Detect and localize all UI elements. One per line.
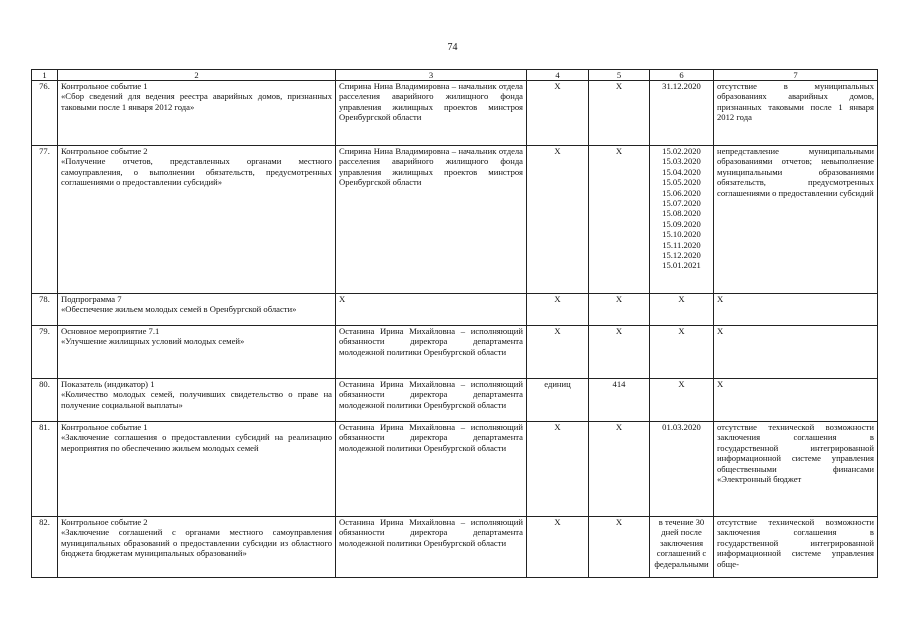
- date-value: 15.03.2020: [662, 156, 701, 167]
- row-number: 82.: [32, 517, 58, 578]
- event-cell: [58, 517, 336, 578]
- date-value: 15.02.2020: [662, 146, 701, 156]
- date-value: 15.01.2021: [662, 260, 701, 271]
- table-row: [32, 517, 878, 578]
- table-row: [32, 146, 878, 294]
- date-cell: [650, 146, 714, 294]
- unit-cell: Х: [527, 81, 589, 146]
- value-cell: Х: [589, 326, 650, 379]
- date-value: Х: [678, 379, 685, 389]
- risk-cell: Х: [714, 294, 878, 326]
- event-description: «Заключение соглашений с органами местного самоуправления муниципальных образований о предоставлении субсидии из областного бюджета бюджетам муниципальных образований»: [61, 527, 332, 559]
- row-number: 79.: [32, 326, 58, 379]
- column-header: 1: [32, 70, 58, 81]
- row-number: 81.: [32, 422, 58, 517]
- unit-cell: единиц: [527, 379, 589, 422]
- unit-cell: Х: [527, 326, 589, 379]
- column-header: 5: [589, 70, 650, 81]
- unit-cell: Х: [527, 294, 589, 326]
- table-row: [32, 326, 878, 379]
- unit-cell: Х: [527, 517, 589, 578]
- date-value: 15.11.2020: [662, 239, 701, 250]
- event-cell: [58, 326, 336, 379]
- event-title: Показатель (индикатор) 1: [61, 379, 155, 389]
- risk-cell: непредставление муниципальными образованиями отчетов; невыполнение муниципальными образованиями обязательств, предусмотренных соглашениями о предоставлении субсидий: [714, 146, 878, 294]
- event-title: Контрольное событие 1: [61, 81, 148, 91]
- date-value: 15.08.2020: [662, 208, 701, 219]
- event-title: Контрольное событие 2: [61, 146, 148, 156]
- table-row: [32, 422, 878, 517]
- value-cell: Х: [589, 146, 650, 294]
- unit-cell: Х: [527, 146, 589, 294]
- row-number: 76.: [32, 81, 58, 146]
- value-cell: 414: [589, 379, 650, 422]
- value-cell: Х: [589, 517, 650, 578]
- value-cell: Х: [589, 422, 650, 517]
- event-description: «Количество молодых семей, получивших свидетельство о праве на получение социальной выплаты»: [61, 389, 332, 410]
- risk-cell: Х: [714, 326, 878, 379]
- date-value: 01.03.2020: [662, 422, 701, 432]
- column-header: 3: [336, 70, 527, 81]
- responsible-cell: Останина Ирина Михайловна – исполняющий обязанности директора департамента молодежной политики Оренбургской области: [336, 517, 527, 578]
- risk-cell: отсутствие технической возможности заключения соглашения в государственной интегрированной информационной системе управления обще-: [714, 517, 878, 578]
- responsible-cell: Останина Ирина Михайловна – исполняющий обязанности директора департамента молодежной политики Оренбургской области: [336, 422, 527, 517]
- event-title: Контрольное событие 2: [61, 517, 148, 527]
- event-cell: [58, 146, 336, 294]
- date-cell: [650, 517, 714, 578]
- responsible-cell: Останина Ирина Михайловна – исполняющий обязанности директора департамента молодежной политики Оренбургской области: [336, 379, 527, 422]
- column-header-row: [32, 70, 878, 81]
- column-header: 7: [714, 70, 878, 81]
- responsible-cell: Спирина Нина Владимировна – начальник отдела расселения аварийного жилищного фонда управления жилищных проектов минстроя Оренбургской области: [336, 81, 527, 146]
- column-header: 6: [650, 70, 714, 81]
- event-title: Контрольное событие 1: [61, 422, 148, 432]
- table-row: [32, 81, 878, 146]
- column-header: 2: [58, 70, 336, 81]
- date-value: Х: [678, 294, 685, 304]
- event-description: «Получение отчетов, представленных органами местного самоуправления, о выполнении обязательств, предусмотренных соглашениями о предоставлении субсидий»: [61, 156, 332, 188]
- date-value: 15.10.2020: [662, 229, 701, 240]
- row-number: 77.: [32, 146, 58, 294]
- date-value: Х: [678, 326, 685, 336]
- event-cell: [58, 422, 336, 517]
- row-number: 80.: [32, 379, 58, 422]
- risk-cell: Х: [714, 379, 878, 422]
- column-header: 4: [527, 70, 589, 81]
- table-row: [32, 294, 878, 326]
- value-cell: Х: [589, 294, 650, 326]
- event-cell: [58, 379, 336, 422]
- event-title: Подпрограмма 7: [61, 294, 122, 304]
- event-description: «Улучшение жилищных условий молодых семей»: [61, 336, 245, 347]
- date-value: 15.05.2020: [662, 177, 701, 188]
- plan-table: [31, 69, 878, 578]
- date-value: в течение 30 дней после заключения соглашений с федеральными: [654, 517, 709, 569]
- event-description: «Обеспечение жильем молодых семей в Оренбургской области»: [61, 304, 297, 315]
- responsible-cell: Спирина Нина Владимировна – начальник отдела расселения аварийного жилищного фонда управления жилищных проектов минстроя Оренбургской области: [336, 146, 527, 294]
- table-row: [32, 379, 878, 422]
- value-cell: Х: [589, 81, 650, 146]
- risk-cell: отсутствие в муниципальных образованиях аварийных домов, признанных таковыми после 1 января 2012 года: [714, 81, 878, 146]
- date-cell: [650, 294, 714, 326]
- unit-cell: Х: [527, 422, 589, 517]
- responsible-cell: Останина Ирина Михайловна – исполняющий обязанности директора департамента молодежной политики Оренбургской области: [336, 326, 527, 379]
- responsible-cell: Х: [336, 294, 527, 326]
- event-cell: [58, 81, 336, 146]
- date-value: 15.04.2020: [662, 166, 701, 177]
- event-description: «Заключение соглашения о предоставлении субсидий на реализацию мероприятия по обеспечению жильем молодых семей: [61, 432, 332, 453]
- date-cell: [650, 379, 714, 422]
- date-value: 15.12.2020: [662, 250, 701, 261]
- page-number: 74: [447, 42, 458, 53]
- date-cell: [650, 422, 714, 517]
- date-value: 15.07.2020: [662, 198, 701, 209]
- date-value: 15.06.2020: [662, 187, 701, 198]
- event-title: Основное мероприятие 7.1: [61, 326, 160, 336]
- date-cell: [650, 326, 714, 379]
- row-number: 78.: [32, 294, 58, 326]
- date-cell: [650, 81, 714, 146]
- date-value: 31.12.2020: [662, 81, 701, 91]
- risk-cell: отсутствие технической возможности заключения соглашения в государственной интегрированной информационной системе управления общественными финансами «Электронный бюджет: [714, 422, 878, 517]
- event-description: «Сбор сведений для ведения реестра аварийных домов, признанных таковыми после 1 января 2012 года»: [61, 91, 332, 112]
- event-cell: [58, 294, 336, 326]
- date-value: 15.09.2020: [662, 218, 701, 229]
